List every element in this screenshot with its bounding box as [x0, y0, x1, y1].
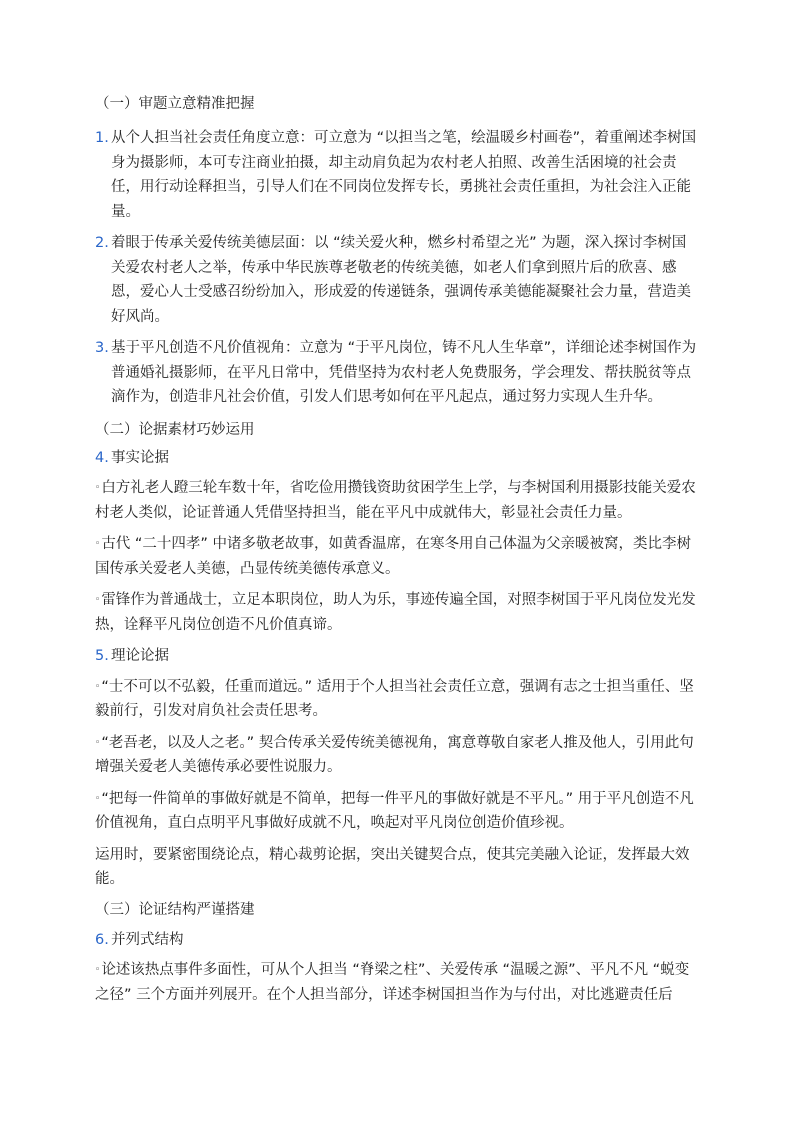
list-text: 并列式结构	[111, 931, 184, 948]
list-number: 3.	[95, 340, 109, 356]
theory-item	[95, 731, 699, 780]
bullet-icon: ◦	[95, 965, 102, 975]
theory-item	[95, 787, 699, 836]
list-text: 理论论据	[111, 648, 169, 664]
structure-item-text: 论述该热点事件多面性，可从个人担当 “脊梁之柱”、关爱传承 “温暖之源”、平凡不凡 “蜕变之径” 三个方面并列展开。在个人担当部分，详述李树国担当作为与付出，对比逃避责任后	[95, 962, 690, 1003]
list-item-2	[95, 231, 699, 329]
list-number: 5.	[95, 648, 109, 664]
theory-item-text: “士不可以不弘毅，任重而道远。” 适用于个人担当社会责任立意，强调有志之士担当重任、坚毅前行，引发对肩负社会责任思考。	[95, 678, 694, 719]
bullet-icon: ◦	[95, 539, 102, 549]
list-text: 事实论据	[111, 449, 169, 466]
structure-item	[95, 958, 699, 1007]
list-text: 着眼于传承关爱传统美德层面：以 “续关爱火种，燃乡村希望之光” 为题，深入探讨李树国关爱农村老人之举，传承中华民族尊老敬老的传统美德，如老人们拿到照片后的欣喜、感恩，爱心人士受感召纷纷加入，形成爱的传递链条，强调传承美德能凝聚社会力量，营造美好风尚。	[111, 235, 691, 325]
fact-item	[95, 532, 699, 581]
fact-evidence-title	[95, 446, 699, 471]
list-number: 1.	[95, 130, 109, 146]
list-number: 4.	[95, 449, 109, 466]
fact-item-text: 古代 “二十四孝” 中诸多敬老故事，如黄香温席，在寒冬用自己体温为父亲暖被窝，类比李树国传承关爱老人美德，凸显传统美德传承意义。	[95, 536, 692, 577]
list-number: 2.	[95, 235, 109, 251]
section3-heading: （三）论证结构严谨搭建	[95, 901, 255, 918]
bullet-icon: ◦	[95, 737, 102, 748]
theory-item	[95, 675, 699, 724]
document-content	[95, 94, 699, 1007]
section2-heading: （二）论据素材巧妙运用	[95, 421, 255, 438]
bullet-icon: ◦	[95, 681, 102, 692]
fact-item	[95, 588, 699, 637]
bullet-icon: ◦	[95, 595, 102, 605]
list-text: 基于平凡创造不凡价值视角：立意为 “于平凡岗位，铸不凡人生华章”，详细论述李树国作为普通婚礼摄影师，在平凡日常中，凭借坚持为农村老人免费服务，学会理发、帮扶脱贫等点滴作为，创造非凡社会价值，引发人们思考如何在平凡起点，通过努力实现人生升华。	[111, 340, 697, 405]
theory-evidence-title	[95, 644, 699, 669]
section1-heading: （一）审题立意精准把握	[95, 96, 255, 112]
fact-item	[95, 476, 699, 525]
theory-item-text: “老吾老，以及人之老。” 契合传承关爱传统美德视角，寓意尊敬自家老人推及他人，引用此句增强关爱老人美德传承必要性说服力。	[95, 734, 694, 775]
list-text: 从个人担当社会责任角度立意：可立意为 “以担当之笔，绘温暖乡村画卷”，着重阐述李树国身为摄影师，本可专注商业拍摄，却主动肩负起为农村老人拍照、改善生活困境的社会责任，用行动诠释担当，引导人们在不同岗位发挥专长，勇挑社会责任重担，为社会注入正能量。	[111, 130, 697, 220]
usage-summary: 运用时，要紧密围绕论点，精心裁剪论据，突出关键契合点，使其完美融入论证，发挥最大效能。	[95, 846, 690, 887]
fact-item-text: 雷锋作为普通战士，立足本职岗位，助人为乐，事迹传遍全国，对照李树国于平凡岗位发光发热，诠释平凡岗位创造不凡价值真谛。	[95, 592, 696, 633]
fact-item-text: 白方礼老人蹬三轮车数十年，省吃俭用攒钱资助贫困学生上学，与李树国利用摄影技能关爱农村老人类似，论证普通人凭借坚持担当，能在平凡中成就伟大，彰显社会责任力量。	[95, 480, 696, 521]
bullet-icon: ◦	[95, 483, 102, 493]
bullet-icon: ◦	[95, 793, 102, 804]
parallel-structure-title	[95, 928, 699, 953]
list-item-1	[95, 126, 699, 224]
theory-item-text: “把每一件简单的事做好就是不简单，把每一件平凡的事做好就是不平凡。” 用于平凡创造不凡价值视角，直白点明平凡事做好成就不凡，唤起对平凡岗位创造价值珍视。	[95, 790, 694, 831]
list-number: 6.	[95, 931, 109, 948]
list-item-3	[95, 336, 699, 410]
